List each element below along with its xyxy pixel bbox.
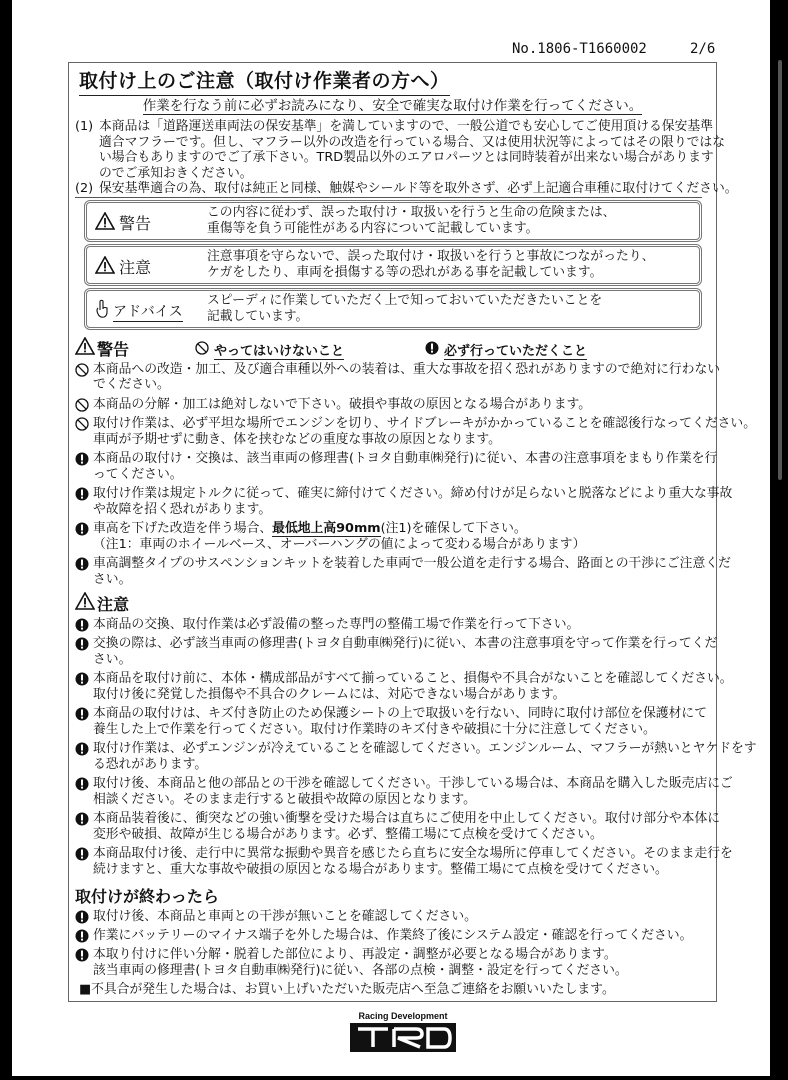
item-line: 取付け後に発覚した損傷や不具合のクレームには、対応できない場合があります。: [93, 686, 566, 702]
list-item: [75, 928, 712, 944]
box-label: [95, 255, 151, 278]
notice-frame: [68, 62, 757, 1002]
legend-box: [84, 200, 702, 242]
legend-mandatory: [425, 340, 587, 360]
pointing-hand-icon: [95, 299, 109, 323]
mandatory-icon: [75, 910, 89, 924]
list-item: [75, 486, 733, 518]
mandatory-icon: [75, 672, 89, 686]
legend-prohibit: [195, 340, 344, 360]
mandatory-icon: [75, 847, 89, 861]
mandatory-icon: [75, 929, 89, 943]
section-1: [75, 338, 757, 588]
box-line: 重傷等を負う可能性がある内容について記載しています。: [207, 220, 539, 236]
item-line: [93, 521, 712, 537]
list-item: [75, 415, 757, 448]
list-item: [75, 361, 721, 394]
item-line: 変形や破損、故障が生じる場合があります。必ず、整備工場にて点検を受けてください。: [93, 827, 603, 843]
item-line: さい。: [93, 651, 132, 667]
intro-text: 保安基準適合の為、取付は純正と同様、触媒やシールド等を取外さず、必ず上記適合車種に取付けてください。: [99, 181, 738, 196]
box-line: スピーディに作業していただく上で知っておいていただきたいことを: [207, 293, 603, 308]
list-item: [75, 909, 712, 925]
scrollbar[interactable]: [778, 60, 782, 480]
intro-line: [75, 166, 738, 182]
document-page: [12, 0, 770, 1076]
box-description: [207, 293, 602, 324]
item-line: でください。: [93, 377, 170, 393]
list-item: [75, 706, 712, 738]
list-item: [75, 635, 718, 668]
mandatory-icon: [75, 487, 89, 501]
item-line: 本商品への改造・加工、及び適合車種以外への装着は、重大な事故を招く恐れがありますので絶対に行わない: [93, 361, 721, 377]
item-line: 交換の際は、必ず該当車両の修理書(トヨタ自動車㈱発行)に従い、本書の注意事項を守って作業を行ってくだ: [93, 635, 718, 651]
list-item: [75, 846, 733, 878]
item-line: 該当車両の修理書(トヨタ自動車㈱発行)に従い、各部の点検・調整・設定を行ってください。: [93, 962, 628, 978]
section-heading: [75, 885, 712, 905]
item-line: ってください。: [93, 466, 183, 482]
prohibit-icon: [75, 398, 89, 412]
mandatory-icon: [75, 557, 89, 571]
section-heading: [75, 338, 712, 358]
document-number: No.1806-T1660002: [512, 41, 647, 57]
item-text: 車高を下げた改造を伴う場合、: [93, 521, 273, 537]
item-line: 取付け後、本商品と他の部品との干渉を確認してください。干渉している場合は、本商品を購入した販売店にご: [93, 776, 733, 792]
intro-line: [75, 150, 738, 166]
box-label-text: アドバイス: [113, 301, 183, 322]
item-line: 本商品の取付けは、キズ付き防止のため保護シートの上で取扱いを行ない、同時に取付け部位を保護材にて: [93, 705, 707, 721]
item-line: 取付け作業は、必ず平坦な場所でエンジンを切り、サイドブレーキがかかっていることを確認後行なってください。: [93, 415, 757, 431]
item-line: 養生した上で作業を行ってください。取付け作業時のキズ付きや破損に十分に注意してください。: [93, 721, 656, 737]
intro-notes: [75, 119, 738, 197]
item-line: さい。: [93, 572, 132, 588]
list-item: [75, 741, 757, 773]
mandatory-icon: [75, 637, 89, 651]
prohibit-icon: [75, 363, 89, 377]
list-item: [75, 670, 733, 703]
item-line: 本取り付けに伴い分解・脱着した部位により、再設定・調整が必要となる場合があります。: [93, 947, 617, 963]
item-emphasis: 最低地上高90mm: [272, 521, 381, 537]
list-item: [75, 776, 733, 808]
mandatory-icon: [75, 948, 89, 962]
section-2: [75, 593, 757, 878]
intro-line: [75, 119, 738, 135]
mandatory-icon: [425, 341, 439, 359]
box-label: [95, 211, 151, 234]
prohibit-icon: [75, 417, 89, 431]
item-line: 取付け後、本商品と車両との干渉が無いことを確認してください。: [93, 908, 477, 924]
item-line: 本商品を取付け前に、本体・構成部品がすべて揃っていること、損傷や不具合がないことを確認してください。: [93, 670, 733, 686]
section-heading: [75, 593, 712, 613]
svg-text:Racing Development: Racing Development: [358, 1011, 448, 1021]
box-label-text: 警告: [119, 214, 152, 233]
box-description: [207, 205, 615, 236]
item-line: 続けますと、重大な事故や破損の原因となる場合があります。整備工場にて点検を受けてください。: [93, 862, 668, 878]
page-number: 2/6: [690, 41, 716, 57]
mandatory-icon: [75, 707, 89, 721]
item-line: 車両が予期せずに動き、体を挟むなどの重度な事故の原因となります。: [93, 431, 501, 447]
legend-text: 必ず行っていただくこと: [444, 340, 587, 360]
mandatory-icon: [75, 812, 89, 826]
mandatory-icon: [75, 618, 89, 632]
list-item: [75, 450, 718, 483]
warning-triangle-icon: [75, 337, 95, 359]
item-line: 本商品の分解・加工は絶対しないで下さい。破損や事故の原因となる場合があります。: [93, 396, 592, 412]
item-line: 本商品取付け後、走行中に異常な振動や異音を感じたら直ちに安全な場所に停車してください。そのまま走行を: [93, 846, 733, 862]
section-heading-text: 注意: [97, 594, 130, 614]
legend-box: [84, 244, 702, 286]
legend-text: やってはいけないこと: [214, 340, 344, 360]
section-3: [75, 885, 712, 998]
item-line: 本商品装着後に、衝突などの強い衝撃を受けた場合は直ちにご使用を中止してください。取付け部分や本体に: [93, 811, 721, 827]
prohibit-icon: [195, 341, 209, 359]
item-text: (注1)を確保して下さい。: [380, 521, 527, 537]
mandatory-icon: [75, 522, 89, 536]
item-line: 本商品の交換、取付作業は必ず設備の整った専門の整備工場で作業を行って下さい。: [93, 616, 580, 632]
warning-triangle-icon: [95, 212, 115, 234]
divider: [75, 197, 702, 198]
mandatory-icon: [75, 742, 89, 756]
list-item: [75, 947, 712, 979]
footer-note: ■不具合が発生した場合は、お買い上げいただいた販売店へ至急ご連絡をお願いいたします。: [79, 981, 615, 997]
page-subtitle: 作業を行なう前に必ずお読みになり、安全で確実な取付け作業を行ってください。: [142, 98, 643, 114]
intro-text: い場合もありますのでご了承下さい。TRD製品以外のエアロパーツとは同時装着が出来ない場合があります: [99, 150, 714, 165]
box-label-text: 注意: [119, 258, 152, 277]
intro-line: [75, 135, 738, 151]
intro-line: [75, 181, 738, 197]
intro-number: (2): [75, 181, 94, 196]
mandatory-icon: [75, 452, 89, 466]
section-heading-text: 警告: [97, 339, 130, 359]
list-item: [75, 617, 712, 633]
box-line: 注意事項を守らないで、誤った取付け・取扱いを行うと事故につながったり、: [207, 249, 655, 264]
box-line: この内容に従わず、誤った取付け・取扱いを行うと生命の危険または、: [207, 205, 616, 220]
list-item: [75, 556, 731, 588]
section-heading-text: 取付けが終わったら: [75, 886, 219, 906]
warning-triangle-icon: [95, 256, 115, 278]
list-item: [75, 397, 712, 413]
box-line: ケガをしたり、車両を損傷する等の恐れがある事を記載しています。: [207, 264, 603, 280]
item-line: 本商品の取付け・交換は、該当車両の修理書(トヨタ自動車㈱発行)に従い、本書の注意事項をまもり作業を行: [93, 450, 718, 466]
item-line: 相談ください。そのまま走行すると破損や故障の原因となります。: [93, 791, 476, 807]
legend-box: [84, 288, 702, 330]
box-label: [95, 299, 183, 323]
warning-triangle-icon: [75, 592, 95, 614]
box-description: [207, 249, 654, 280]
item-line: 車高調整タイプのサスペンションキットを装着した車両で一般公道を走行する場合、路面との干渉にご注意くだ: [93, 556, 731, 572]
item-line: 作業にバッテリーのマイナス端子を外した場合は、作業終了後にシステム設定・確認を行ってください。: [93, 927, 693, 943]
mandatory-icon: [75, 777, 89, 791]
list-item: [75, 811, 721, 843]
intro-text: 適合マフラーです。但し、マフラー以外の改造を行っている場合、又は使用状況等によってはその限りではな: [99, 134, 726, 150]
item-line: 取付け作業は規定トルクに従って、確実に締付けてください。締め付けが足らないと脱落などにより重大な事故: [93, 486, 733, 502]
intro-text: のでご承知おきください。: [99, 165, 253, 181]
list-item: [75, 521, 712, 553]
intro-number: (1): [75, 119, 94, 134]
item-line: や故障を招く恐れがあります。: [93, 501, 272, 517]
intro-text: 本商品は「道路運送車両法の保安基準」を満していますので、一般公道でも安心してご使用頂ける保安基準: [99, 119, 713, 134]
item-line: 取付け作業は、必ずエンジンが冷えていることを確認してください。エンジンルーム、マフラーが熱いとヤケドをす: [93, 741, 757, 757]
box-line: 記載しています。: [207, 308, 309, 324]
item-line: る恐れがあります。: [93, 756, 208, 772]
item-line: （注1：車両のホイールベース、オーバーハングの値によって変わる場合があります）: [93, 536, 586, 552]
page-title: 取付け上のご注意（取付け作業者の方へ）: [79, 66, 450, 96]
trd-logo: [348, 1010, 458, 1054]
